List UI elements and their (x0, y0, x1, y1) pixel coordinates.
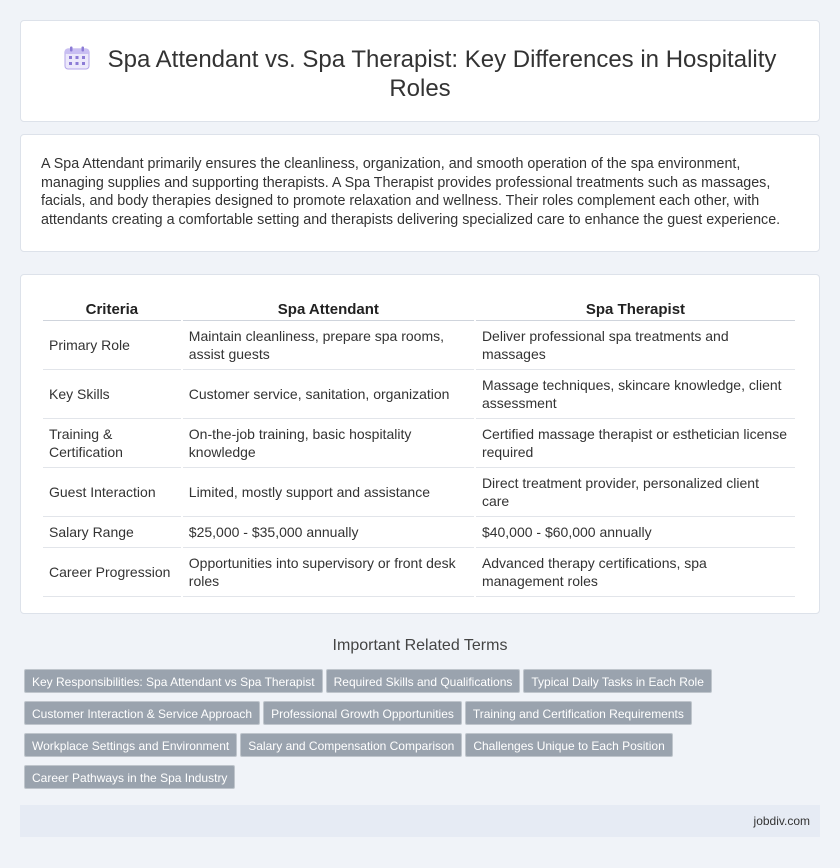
row-attendant: Opportunities into supervisory or front desk roles (183, 548, 474, 597)
comparison-card (20, 274, 820, 614)
row-criteria: Key Skills (43, 370, 181, 419)
related-terms-tags (24, 669, 820, 797)
footer (20, 805, 820, 837)
tag-link[interactable]: Professional Growth Opportunities (263, 701, 462, 725)
tag-link[interactable]: Challenges Unique to Each Position (465, 733, 672, 757)
tag-link[interactable]: Career Pathways in the Spa Industry (24, 765, 235, 789)
row-therapist: Massage techniques, skincare knowledge, client assessment (476, 370, 795, 419)
table-row (43, 548, 795, 597)
row-therapist: Certified massage therapist or esthetician license required (476, 419, 795, 468)
comparison-table (41, 297, 797, 597)
row-criteria: Primary Role (43, 321, 181, 370)
header-spa-therapist: Spa Therapist (476, 297, 795, 321)
tag-link[interactable]: Required Skills and Qualifications (326, 669, 521, 693)
tag-link[interactable]: Customer Interaction & Service Approach (24, 701, 260, 725)
intro-card (20, 134, 820, 252)
table-row (43, 419, 795, 468)
calendar-grid-icon (64, 46, 90, 70)
row-criteria: Salary Range (43, 517, 181, 548)
tag-link[interactable]: Key Responsibilities: Spa Attendant vs Spa Therapist (24, 669, 323, 693)
header-criteria: Criteria (43, 297, 181, 321)
row-therapist: Deliver professional spa treatments and massages (476, 321, 795, 370)
row-criteria: Guest Interaction (43, 468, 181, 517)
related-terms-title: Important Related Terms (332, 637, 508, 654)
header-card (20, 20, 820, 122)
footer-site-link[interactable]: jobdiv.com (753, 814, 810, 828)
page-title-line2: Roles (389, 75, 451, 102)
page-title-line1: Spa Attendant vs. Spa Therapist: Key Differences in Hospitality (107, 46, 777, 73)
table-row (43, 321, 795, 370)
row-criteria: Training & Certification (43, 419, 181, 468)
tag-link[interactable]: Typical Daily Tasks in Each Role (523, 669, 712, 693)
row-attendant: On-the-job training, basic hospitality knowledge (183, 419, 474, 468)
tag-link[interactable]: Training and Certification Requirements (465, 701, 692, 725)
table-row (43, 468, 795, 517)
table-row (43, 370, 795, 419)
tag-link[interactable]: Workplace Settings and Environment (24, 733, 237, 757)
row-attendant: Maintain cleanliness, prepare spa rooms, assist guests (183, 321, 474, 370)
row-attendant: $25,000 - $35,000 annually (183, 517, 474, 548)
table-header-row (43, 297, 795, 321)
intro-text: A Spa Attendant primarily ensures the cleanliness, organization, and smooth operation of the spa environment, managing supplies and supporting therapists. A Spa Therapist provides professional treatments such as massages, facials, and body therapies designed to promote relaxation and wellness. Their roles complement each other, with attendants creating a comfortable setting and therapists delivering specialized care to enhance the guest experience. (41, 156, 781, 228)
row-attendant: Customer service, sanitation, organization (183, 370, 474, 419)
row-therapist: Direct treatment provider, personalized client care (476, 468, 795, 517)
row-therapist: Advanced therapy certifications, spa management roles (476, 548, 795, 597)
page-title (21, 45, 819, 103)
header-spa-attendant: Spa Attendant (183, 297, 474, 321)
row-therapist: $40,000 - $60,000 annually (476, 517, 795, 548)
tag-link[interactable]: Salary and Compensation Comparison (240, 733, 462, 757)
table-row (43, 517, 795, 548)
row-criteria: Career Progression (43, 548, 181, 597)
row-attendant: Limited, mostly support and assistance (183, 468, 474, 517)
